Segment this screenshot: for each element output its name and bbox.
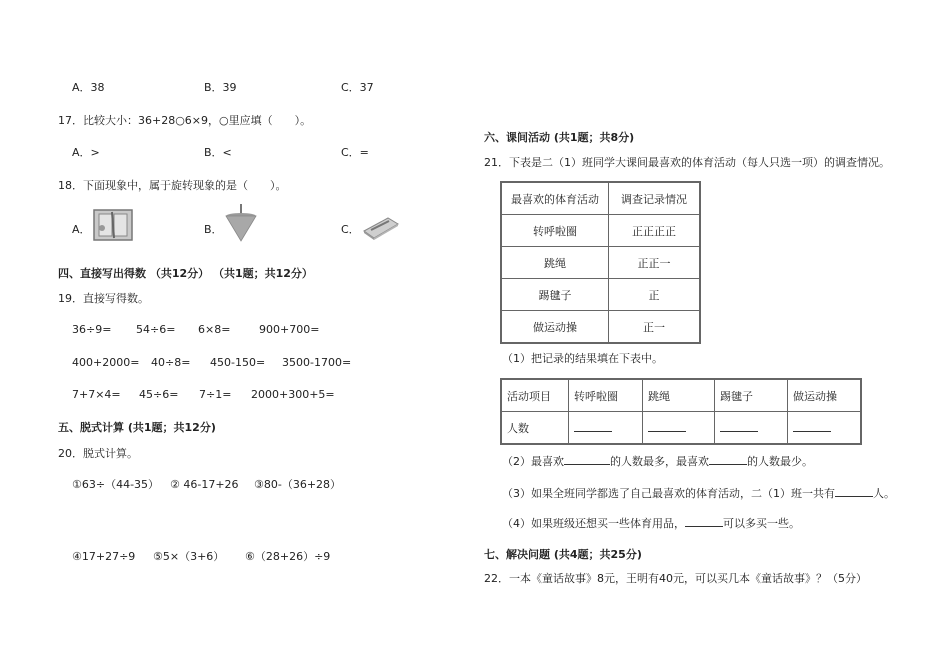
q21-sub4-text: （4）如果班级还想买一些体育用品， [502, 517, 685, 530]
q19-item: 2000+300+5= [251, 388, 335, 401]
section-7-heading: 七、解决问题 (共4题；共25分) [484, 548, 642, 561]
q19-item: 7÷1= [199, 388, 232, 401]
q16-option-c: C．37 [341, 81, 374, 94]
tally-header: 最喜欢的体育活动 [501, 182, 609, 215]
q17-question: 17．比较大小：36+28○6×9，○里应填（ ）。 [58, 114, 312, 127]
q19-question: 19．直接写得数。 [58, 292, 149, 305]
tally-marks: 正正一 [609, 247, 701, 279]
q21-sub4-text: 可以多买一些。 [723, 517, 800, 530]
tally-activity: 跳绳 [501, 247, 609, 279]
q21-sub2-text: （2）最喜欢 [502, 455, 564, 468]
q20-item: ④17+27÷9 [72, 550, 136, 563]
q19-item: 900+700= [259, 323, 320, 336]
q17-option-b: B．< [204, 146, 232, 159]
q21-sub2-text: 的人数最少。 [747, 455, 813, 468]
q21-question: 21．下表是二（1）班同学大课间最喜欢的体育活动（每人只选一项）的调查情况。 [484, 156, 890, 169]
q21-sub3 [502, 485, 895, 501]
tally-table [500, 181, 701, 344]
q17-option-c: C．= [341, 146, 369, 159]
q21-sub2 [502, 453, 813, 469]
q19-item: 3500-1700= [282, 356, 352, 369]
q21-sub2-text: 的人数最多，最喜欢 [610, 455, 709, 468]
q19-item: 36÷9= [72, 323, 112, 336]
q20-item: ③80-（36+28） [254, 478, 342, 491]
q20-item: ⑤5×（3+6） [153, 550, 225, 563]
answer-blank[interactable] [685, 515, 723, 527]
tally-activity: 踢毽子 [501, 279, 609, 311]
answer-blank[interactable] [709, 453, 747, 465]
q19-item: 6×8= [198, 323, 231, 336]
q20-item: ⑥（28+26）÷9 [245, 550, 331, 563]
q17-option-a: A．> [72, 146, 100, 159]
q19-item: 7+7×4= [72, 388, 121, 401]
drawer-picture [361, 211, 401, 241]
q20-item: ② 46-17+26 [170, 478, 239, 491]
section-6-heading: 六、课间活动 (共1题；共8分) [484, 131, 635, 144]
answer-blank[interactable] [643, 412, 715, 445]
q20-question: 20．脱式计算。 [58, 447, 138, 460]
tally-marks: 正 [609, 279, 701, 311]
q18-option-b: B． [204, 223, 223, 236]
result-table [500, 378, 862, 445]
tally-header: 调查记录情况 [609, 182, 701, 215]
tally-marks: 正正正正 [609, 215, 701, 247]
q19-item: 54÷6= [136, 323, 176, 336]
q18-option-a: A． [72, 223, 91, 236]
answer-blank[interactable] [788, 412, 862, 445]
result-header: 踢毽子 [715, 379, 788, 412]
result-row-label: 人数 [501, 412, 569, 445]
window-picture [92, 208, 134, 242]
section-4-heading: 四、直接写出得数 （共12分） （共1题；共12分） [58, 267, 313, 280]
answer-blank[interactable] [835, 485, 873, 497]
q16-option-a: A．38 [72, 81, 105, 94]
section-5-heading: 五、脱式计算 (共1题；共12分) [58, 421, 216, 434]
answer-blank[interactable] [569, 412, 643, 445]
q21-sub4 [502, 515, 800, 531]
q21-sub3-text: （3）如果全班同学都选了自己最喜欢的体育活动，二（1）班一共有 [502, 487, 835, 500]
answer-blank[interactable] [715, 412, 788, 445]
tally-marks: 正一 [609, 311, 701, 344]
q18-question: 18．下面现象中，属于旋转现象的是（ ）。 [58, 179, 287, 192]
q21-sub1: （1）把记录的结果填在下表中。 [502, 352, 663, 365]
q19-item: 450-150= [210, 356, 266, 369]
result-header: 活动项目 [501, 379, 569, 412]
answer-blank[interactable] [564, 453, 610, 465]
q18-option-c: C． [341, 223, 360, 236]
q16-option-b: B．39 [204, 81, 237, 94]
q21-sub3-text: 人。 [873, 487, 895, 500]
result-header: 跳绳 [643, 379, 715, 412]
q20-item: ①63÷（44-35） [72, 478, 160, 491]
tally-activity: 做运动操 [501, 311, 609, 344]
spinning-top-picture [224, 203, 258, 243]
result-header: 做运动操 [788, 379, 862, 412]
tally-activity: 转呼啦圈 [501, 215, 609, 247]
q19-item: 45÷6= [139, 388, 179, 401]
q19-item: 400+2000= [72, 356, 140, 369]
q19-item: 40÷8= [151, 356, 191, 369]
result-header: 转呼啦圈 [569, 379, 643, 412]
q22-question: 22．一本《童话故事》8元，王明有40元，可以买几本《童话故事》？（5分） [484, 572, 867, 585]
